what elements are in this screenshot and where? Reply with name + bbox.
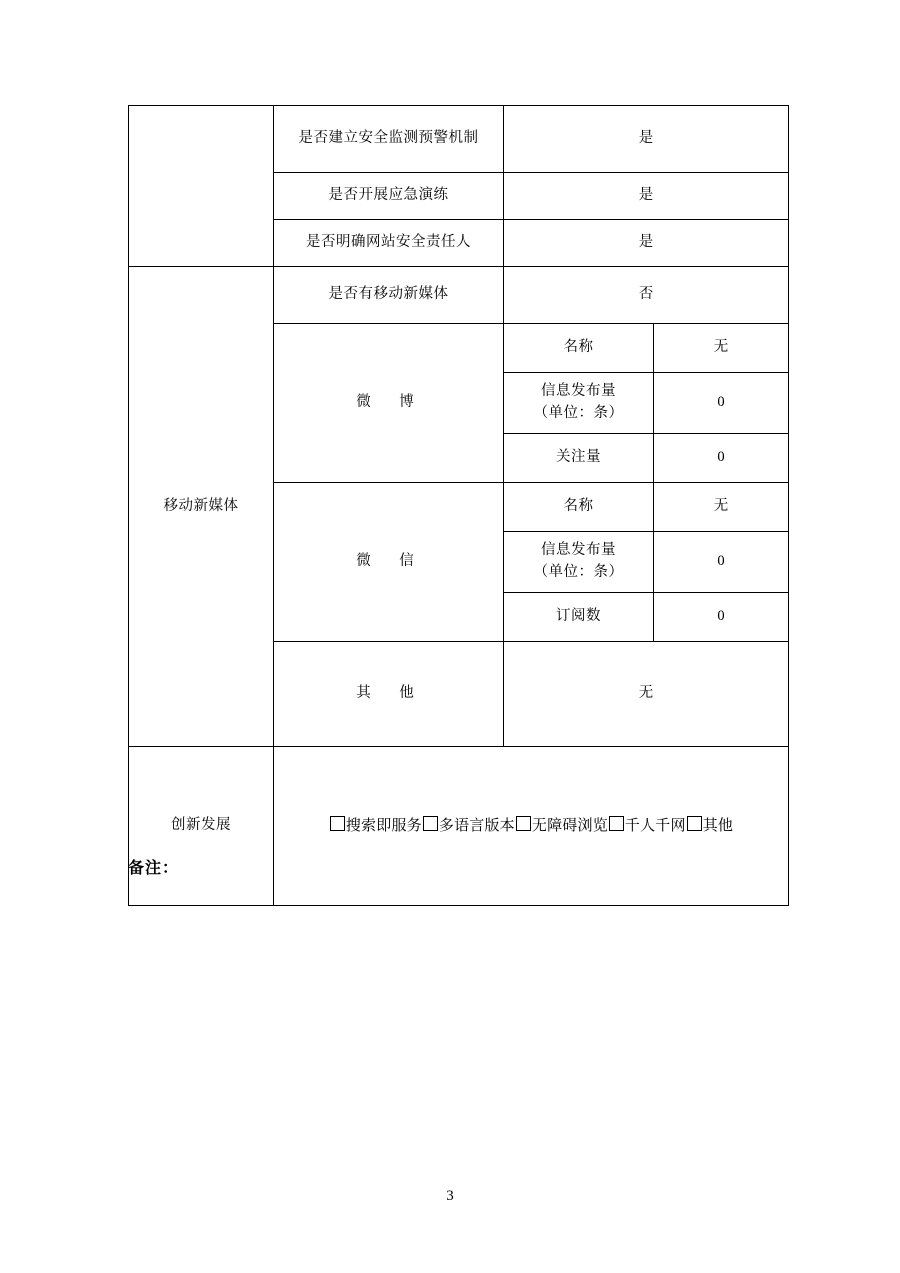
table-row: [129, 747, 789, 906]
checkbox-icon[interactable]: [609, 816, 624, 831]
checkbox-icon[interactable]: [516, 816, 531, 831]
mobile-media-section-label: 移动新媒体: [129, 267, 274, 747]
table-row: [129, 106, 789, 173]
innovation-options-list: [280, 815, 782, 838]
page-number: 3: [446, 1188, 454, 1204]
weibo-followers-label: 关注量: [504, 434, 654, 483]
weibo-name-label: 名称: [504, 324, 654, 373]
has-mobile-media-value: 否: [504, 267, 789, 324]
security-row-2-value: 是: [504, 220, 789, 267]
security-row-1-value: 是: [504, 173, 789, 220]
innovation-option-1-label: 多语言版本: [438, 817, 515, 834]
weixin-posts-label: [504, 532, 654, 593]
innovation-option-4[interactable]: [686, 818, 733, 834]
innovation-label: 创新发展: [129, 747, 274, 906]
other-media-value: 无: [504, 642, 789, 747]
weibo-posts-label-line2: （单位：条）: [533, 405, 624, 421]
innovation-option-0[interactable]: [329, 818, 422, 834]
weixin-name-value: 无: [654, 483, 789, 532]
security-row-2-label: 是否明确网站安全责任人: [274, 220, 504, 267]
weixin-posts-label-line2: （单位：条）: [533, 564, 624, 580]
weixin-subscribers-label: 订阅数: [504, 593, 654, 642]
table-row: [129, 267, 789, 324]
form-table: [128, 105, 789, 906]
remark-label: 备注：: [128, 860, 180, 877]
innovation-option-1[interactable]: [422, 818, 515, 834]
innovation-option-3[interactable]: [608, 818, 686, 834]
checkbox-icon[interactable]: [330, 816, 345, 831]
innovation-option-4-label: 其他: [702, 817, 734, 834]
weibo-posts-value: 0: [654, 373, 789, 434]
innovation-option-3-label: 千人千网: [624, 817, 686, 834]
other-media-label: 其 他: [274, 642, 504, 747]
weixin-subscribers-value: 0: [654, 593, 789, 642]
innovation-options-cell: [274, 747, 789, 906]
has-mobile-media-label: 是否有移动新媒体: [274, 267, 504, 324]
weixin-posts-label-line1: 信息发布量: [541, 542, 616, 559]
security-row-0-value: 是: [504, 106, 789, 173]
checkbox-icon[interactable]: [423, 816, 438, 831]
weibo-name-value: 无: [654, 324, 789, 373]
weixin-label: 微 信: [274, 483, 504, 642]
weibo-posts-label-line1: 信息发布量: [541, 383, 616, 400]
innovation-option-2[interactable]: [515, 818, 608, 834]
weibo-label: 微 博: [274, 324, 504, 483]
security-row-1-label: 是否开展应急演练: [274, 173, 504, 220]
innovation-option-2-label: 无障碍浏览: [531, 817, 608, 834]
weixin-name-label: 名称: [504, 483, 654, 532]
report-form-table: [128, 105, 788, 906]
innovation-option-0-label: 搜索即服务: [345, 817, 422, 834]
weibo-posts-label: [504, 373, 654, 434]
weibo-followers-value: 0: [654, 434, 789, 483]
security-row-0-label: 是否建立安全监测预警机制: [274, 106, 504, 173]
security-section-blank-cell: [129, 106, 274, 267]
weixin-posts-value: 0: [654, 532, 789, 593]
checkbox-icon[interactable]: [687, 816, 702, 831]
